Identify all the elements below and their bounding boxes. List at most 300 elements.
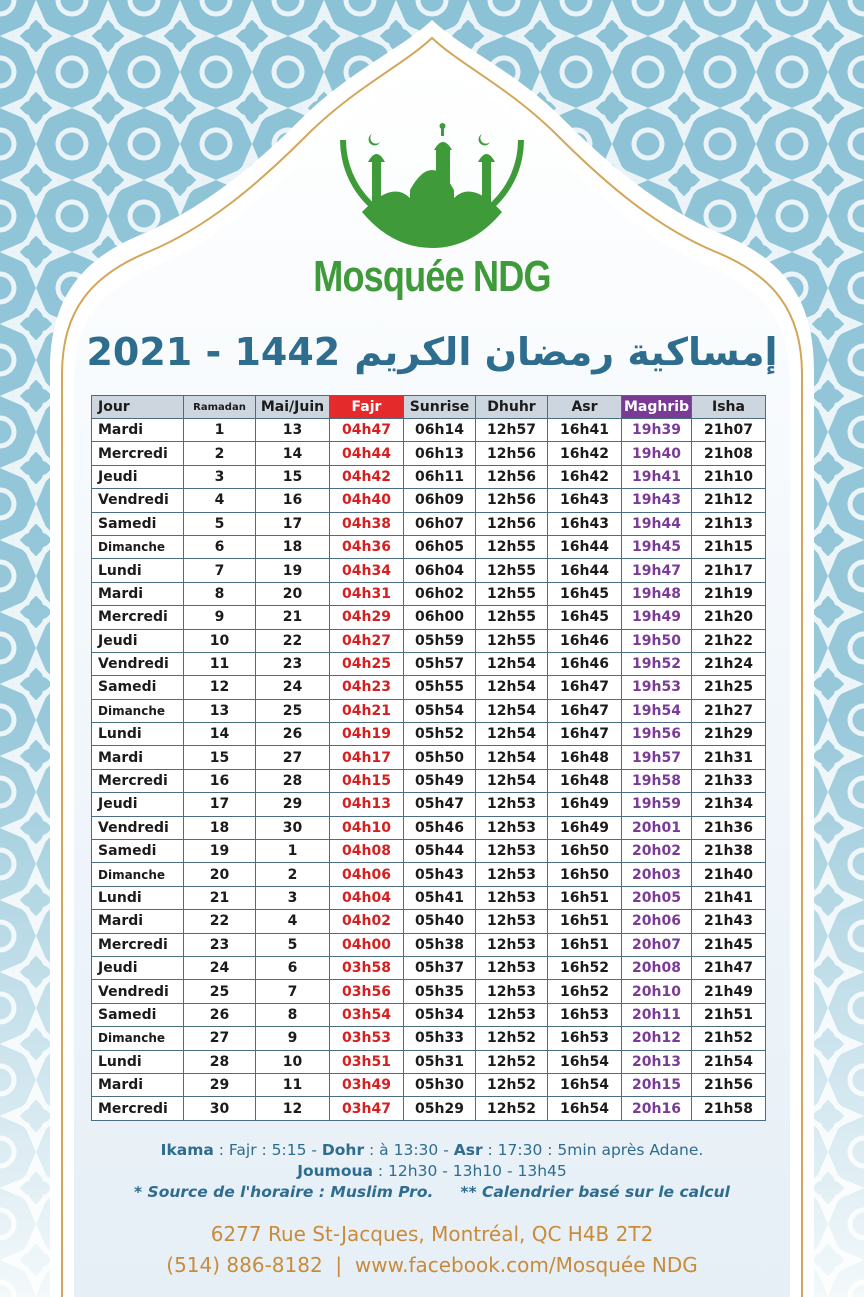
cell-maghrib: 19h52 [622,652,692,675]
joumoua-text: : 12h30 - 13h10 - 13h45 [372,1162,567,1180]
cell-maghrib: 19h54 [622,699,692,722]
cell-ramadan: 13 [184,699,256,722]
cell-sunrise: 05h43 [404,863,476,886]
column-header-jour: Jour [92,396,184,419]
cell-fajr: 04h31 [330,582,404,605]
cell-maghrib: 19h50 [622,629,692,652]
cell-fajr: 04h08 [330,840,404,863]
cell-isha: 21h24 [692,652,766,675]
cell-date: 22 [256,629,330,652]
cell-sunrise: 05h33 [404,1027,476,1050]
cell-fajr: 04h02 [330,910,404,933]
cell-jour: Mardi [92,1073,184,1096]
cell-ramadan: 24 [184,956,256,979]
cell-jour: Mercredi [92,933,184,956]
cell-asr: 16h44 [548,535,622,558]
cell-jour: Dimanche [92,699,184,722]
table-row [92,652,766,675]
cell-dhuhr: 12h55 [476,535,548,558]
cell-isha: 21h41 [692,886,766,909]
cell-ramadan: 6 [184,535,256,558]
cell-isha: 21h34 [692,793,766,816]
cell-maghrib: 19h40 [622,442,692,465]
cell-ramadan: 19 [184,840,256,863]
table-row [92,886,766,909]
cell-sunrise: 05h52 [404,723,476,746]
cell-maghrib: 19h56 [622,723,692,746]
asr-label: Asr [453,1141,483,1159]
title-arabic: إمساكية رمضان الكريم [354,330,778,374]
cell-isha: 21h13 [692,512,766,535]
cell-jour: Samedi [92,840,184,863]
cell-dhuhr: 12h53 [476,980,548,1003]
cell-isha: 21h17 [692,559,766,582]
cell-date: 30 [256,816,330,839]
cell-dhuhr: 12h53 [476,840,548,863]
cell-jour: Lundi [92,723,184,746]
cell-isha: 21h10 [692,465,766,488]
cell-sunrise: 05h55 [404,676,476,699]
cell-fajr: 04h42 [330,465,404,488]
cell-date: 1 [256,840,330,863]
cell-asr: 16h49 [548,816,622,839]
cell-fajr: 04h19 [330,723,404,746]
cell-jour: Jeudi [92,629,184,652]
cell-dhuhr: 12h54 [476,723,548,746]
cell-ramadan: 21 [184,886,256,909]
cell-isha: 21h15 [692,535,766,558]
cell-dhuhr: 12h53 [476,886,548,909]
table-row [92,606,766,629]
cell-isha: 21h31 [692,746,766,769]
column-header-asr: Asr [548,396,622,419]
prayer-times-table [91,395,766,1121]
cell-maghrib: 19h59 [622,793,692,816]
cell-ramadan: 30 [184,1097,256,1120]
column-header-sunrise: Sunrise [404,396,476,419]
cell-sunrise: 06h07 [404,512,476,535]
cell-maghrib: 19h48 [622,582,692,605]
cell-sunrise: 06h13 [404,442,476,465]
ikama-text-2: : à 13:30 - [364,1141,454,1159]
cell-ramadan: 25 [184,980,256,1003]
cell-isha: 21h19 [692,582,766,605]
table-row [92,1097,766,1120]
cell-isha: 21h52 [692,1027,766,1050]
cell-sunrise: 05h44 [404,840,476,863]
cell-dhuhr: 12h53 [476,863,548,886]
mosque-logo-icon [332,120,532,255]
cell-jour: Samedi [92,676,184,699]
cell-date: 3 [256,886,330,909]
cell-fajr: 04h10 [330,816,404,839]
cell-fajr: 04h40 [330,489,404,512]
cell-jour: Lundi [92,1050,184,1073]
cell-sunrise: 05h30 [404,1073,476,1096]
cell-asr: 16h47 [548,723,622,746]
table-row [92,512,766,535]
cell-fajr: 04h34 [330,559,404,582]
cell-date: 28 [256,769,330,792]
cell-fajr: 04h13 [330,793,404,816]
table-row [92,980,766,1003]
cell-jour: Vendredi [92,489,184,512]
cell-asr: 16h51 [548,933,622,956]
cell-asr: 16h54 [548,1073,622,1096]
ikama-text-3: : 17:30 : 5min après Adane. [482,1141,704,1159]
cell-date: 8 [256,1003,330,1026]
cell-date: 2 [256,863,330,886]
cell-maghrib: 20h13 [622,1050,692,1073]
cell-dhuhr: 12h52 [476,1027,548,1050]
cell-fajr: 04h00 [330,933,404,956]
cell-maghrib: 20h05 [622,886,692,909]
cell-dhuhr: 12h56 [476,465,548,488]
cell-sunrise: 05h47 [404,793,476,816]
cell-asr: 16h41 [548,419,622,442]
cell-fajr: 04h21 [330,699,404,722]
cell-maghrib: 20h12 [622,1027,692,1050]
cell-isha: 21h40 [692,863,766,886]
ikama-line [0,1140,864,1161]
cell-sunrise: 05h54 [404,699,476,722]
cell-jour: Dimanche [92,863,184,886]
cell-asr: 16h51 [548,886,622,909]
cell-maghrib: 19h58 [622,769,692,792]
cell-fajr: 04h04 [330,886,404,909]
cell-jour: Mardi [92,419,184,442]
table-row [92,465,766,488]
cell-date: 5 [256,933,330,956]
cell-jour: Mercredi [92,769,184,792]
cell-asr: 16h42 [548,465,622,488]
cell-sunrise: 05h49 [404,769,476,792]
cell-fajr: 04h25 [330,652,404,675]
table-row [92,419,766,442]
cell-maghrib: 19h47 [622,559,692,582]
cell-jour: Mardi [92,746,184,769]
cell-sunrise: 05h34 [404,1003,476,1026]
cell-sunrise: 06h11 [404,465,476,488]
cell-sunrise: 05h35 [404,980,476,1003]
cell-isha: 21h49 [692,980,766,1003]
column-header-dhuhr: Dhuhr [476,396,548,419]
cell-isha: 21h08 [692,442,766,465]
page-title [0,330,864,374]
cell-jour: Samedi [92,1003,184,1026]
table-row [92,1073,766,1096]
ikama-text-1: : Fajr : 5:15 - [213,1141,322,1159]
cell-isha: 21h07 [692,419,766,442]
cell-jour: Mercredi [92,1097,184,1120]
cell-sunrise: 05h50 [404,746,476,769]
cell-date: 27 [256,746,330,769]
cell-dhuhr: 12h52 [476,1050,548,1073]
cell-date: 29 [256,793,330,816]
cell-maghrib: 19h39 [622,419,692,442]
ikama-label: Ikama [160,1141,214,1159]
cell-asr: 16h44 [548,559,622,582]
cell-dhuhr: 12h57 [476,419,548,442]
cell-asr: 16h47 [548,676,622,699]
joumoua-line [0,1161,864,1182]
cell-sunrise: 06h00 [404,606,476,629]
table-row [92,699,766,722]
cell-sunrise: 06h14 [404,419,476,442]
cell-jour: Lundi [92,886,184,909]
cell-ramadan: 14 [184,723,256,746]
cell-fajr: 03h54 [330,1003,404,1026]
cell-fajr: 03h47 [330,1097,404,1120]
cell-sunrise: 06h09 [404,489,476,512]
cell-isha: 21h51 [692,1003,766,1026]
table-row [92,629,766,652]
title-year-range: 2021 - 1442 [86,330,341,374]
table-row [92,863,766,886]
cell-jour: Jeudi [92,956,184,979]
cell-jour: Dimanche [92,1027,184,1050]
cell-ramadan: 4 [184,489,256,512]
cell-asr: 16h45 [548,582,622,605]
organization-name: Mosquée NDG [313,252,551,301]
cell-ramadan: 7 [184,559,256,582]
cell-date: 10 [256,1050,330,1073]
cell-ramadan: 10 [184,629,256,652]
cell-maghrib: 19h45 [622,535,692,558]
cell-dhuhr: 12h55 [476,582,548,605]
table-row [92,816,766,839]
cell-fajr: 04h44 [330,442,404,465]
cell-fajr: 04h29 [330,606,404,629]
table-row [92,559,766,582]
source-note: * Source de l'horaire : Muslim Pro. [134,1183,434,1201]
table-body [92,419,766,1121]
cell-date: 14 [256,442,330,465]
cell-ramadan: 22 [184,910,256,933]
cell-isha: 21h38 [692,840,766,863]
cell-dhuhr: 12h52 [476,1073,548,1096]
cell-sunrise: 05h40 [404,910,476,933]
cell-date: 25 [256,699,330,722]
cell-isha: 21h12 [692,489,766,512]
source-line [0,1182,864,1203]
cell-asr: 16h46 [548,629,622,652]
cell-ramadan: 23 [184,933,256,956]
cell-ramadan: 9 [184,606,256,629]
notes-section [0,1140,864,1203]
cell-date: 15 [256,465,330,488]
cell-isha: 21h25 [692,676,766,699]
cell-maghrib: 20h16 [622,1097,692,1120]
table-row [92,489,766,512]
cell-jour: Mercredi [92,606,184,629]
table-row [92,910,766,933]
dohr-label: Dohr [321,1141,365,1159]
cell-ramadan: 12 [184,676,256,699]
cell-sunrise: 05h59 [404,629,476,652]
cell-dhuhr: 12h55 [476,606,548,629]
cell-fajr: 03h53 [330,1027,404,1050]
cell-date: 19 [256,559,330,582]
table-row [92,442,766,465]
cell-asr: 16h53 [548,1027,622,1050]
table-row [92,582,766,605]
table-row [92,535,766,558]
table-row [92,723,766,746]
cell-dhuhr: 12h56 [476,442,548,465]
cell-asr: 16h47 [548,699,622,722]
cell-maghrib: 19h43 [622,489,692,512]
cell-date: 17 [256,512,330,535]
table-header-row [92,396,766,419]
cell-fajr: 03h51 [330,1050,404,1073]
cell-date: 12 [256,1097,330,1120]
cell-maghrib: 20h08 [622,956,692,979]
table-row [92,1050,766,1073]
cell-isha: 21h54 [692,1050,766,1073]
cell-asr: 16h43 [548,489,622,512]
table-row [92,793,766,816]
cell-sunrise: 06h02 [404,582,476,605]
footer-contact [0,1219,864,1281]
cell-date: 21 [256,606,330,629]
cell-isha: 21h22 [692,629,766,652]
cell-maghrib: 20h10 [622,980,692,1003]
cell-sunrise: 05h29 [404,1097,476,1120]
table-row [92,933,766,956]
cell-isha: 21h27 [692,699,766,722]
cell-maghrib: 19h41 [622,465,692,488]
cell-ramadan: 27 [184,1027,256,1050]
cell-maghrib: 20h11 [622,1003,692,1026]
cell-ramadan: 26 [184,1003,256,1026]
cell-jour: Vendredi [92,980,184,1003]
cell-asr: 16h45 [548,606,622,629]
table-row [92,746,766,769]
cell-maghrib: 20h15 [622,1073,692,1096]
cell-fajr: 04h15 [330,769,404,792]
column-header-isha: Isha [692,396,766,419]
cell-fajr: 04h27 [330,629,404,652]
cell-fajr: 03h58 [330,956,404,979]
cell-isha: 21h33 [692,769,766,792]
cell-sunrise: 06h05 [404,535,476,558]
cell-sunrise: 05h37 [404,956,476,979]
cell-sunrise: 05h41 [404,886,476,909]
table-row [92,676,766,699]
cell-asr: 16h52 [548,980,622,1003]
cell-date: 16 [256,489,330,512]
cell-jour: Jeudi [92,465,184,488]
cell-asr: 16h50 [548,863,622,886]
cell-asr: 16h46 [548,652,622,675]
table-row [92,1003,766,1026]
cell-sunrise: 06h04 [404,559,476,582]
cell-date: 20 [256,582,330,605]
cell-date: 9 [256,1027,330,1050]
cell-isha: 21h20 [692,606,766,629]
cell-sunrise: 05h57 [404,652,476,675]
calc-note: ** Calendrier basé sur le calcul [460,1183,730,1201]
cell-asr: 16h51 [548,910,622,933]
cell-date: 23 [256,652,330,675]
cell-dhuhr: 12h54 [476,769,548,792]
cell-dhuhr: 12h56 [476,489,548,512]
cell-jour: Lundi [92,559,184,582]
cell-ramadan: 16 [184,769,256,792]
cell-dhuhr: 12h53 [476,793,548,816]
column-header-maghrib: Maghrib [622,396,692,419]
cell-isha: 21h47 [692,956,766,979]
cell-maghrib: 20h03 [622,863,692,886]
cell-asr: 16h54 [548,1097,622,1120]
cell-jour: Mardi [92,910,184,933]
cell-maghrib: 20h02 [622,840,692,863]
cell-dhuhr: 12h53 [476,910,548,933]
table-row [92,1027,766,1050]
cell-isha: 21h36 [692,816,766,839]
cell-asr: 16h43 [548,512,622,535]
cell-ramadan: 18 [184,816,256,839]
cell-maghrib: 19h57 [622,746,692,769]
cell-ramadan: 8 [184,582,256,605]
cell-dhuhr: 12h55 [476,629,548,652]
cell-ramadan: 17 [184,793,256,816]
cell-dhuhr: 12h54 [476,699,548,722]
cell-maghrib: 19h44 [622,512,692,535]
cell-asr: 16h49 [548,793,622,816]
cell-ramadan: 3 [184,465,256,488]
cell-maghrib: 20h06 [622,910,692,933]
cell-fajr: 04h06 [330,863,404,886]
cell-fajr: 04h36 [330,535,404,558]
cell-asr: 16h48 [548,769,622,792]
cell-ramadan: 15 [184,746,256,769]
cell-dhuhr: 12h52 [476,1097,548,1120]
cell-isha: 21h29 [692,723,766,746]
table-row [92,769,766,792]
cell-jour: Mardi [92,582,184,605]
cell-dhuhr: 12h53 [476,956,548,979]
cell-ramadan: 20 [184,863,256,886]
cell-isha: 21h43 [692,910,766,933]
cell-jour: Vendredi [92,816,184,839]
cell-asr: 16h52 [548,956,622,979]
cell-maghrib: 19h53 [622,676,692,699]
address-line: 6277 Rue St-Jacques, Montréal, QC H4B 2T2 [210,1222,654,1246]
table-row [92,956,766,979]
cell-date: 24 [256,676,330,699]
cell-fajr: 04h38 [330,512,404,535]
cell-ramadan: 29 [184,1073,256,1096]
cell-dhuhr: 12h53 [476,933,548,956]
cell-dhuhr: 12h54 [476,676,548,699]
cell-isha: 21h56 [692,1073,766,1096]
cell-maghrib: 20h07 [622,933,692,956]
cell-jour: Jeudi [92,793,184,816]
cell-maghrib: 19h49 [622,606,692,629]
cell-ramadan: 1 [184,419,256,442]
contact-line: (514) 886-8182 | www.facebook.com/Mosquée NDG [166,1253,698,1277]
cell-ramadan: 11 [184,652,256,675]
cell-jour: Vendredi [92,652,184,675]
cell-sunrise: 05h31 [404,1050,476,1073]
cell-fajr: 04h47 [330,419,404,442]
cell-date: 26 [256,723,330,746]
cell-dhuhr: 12h55 [476,559,548,582]
cell-dhuhr: 12h53 [476,1003,548,1026]
cell-date: 13 [256,419,330,442]
